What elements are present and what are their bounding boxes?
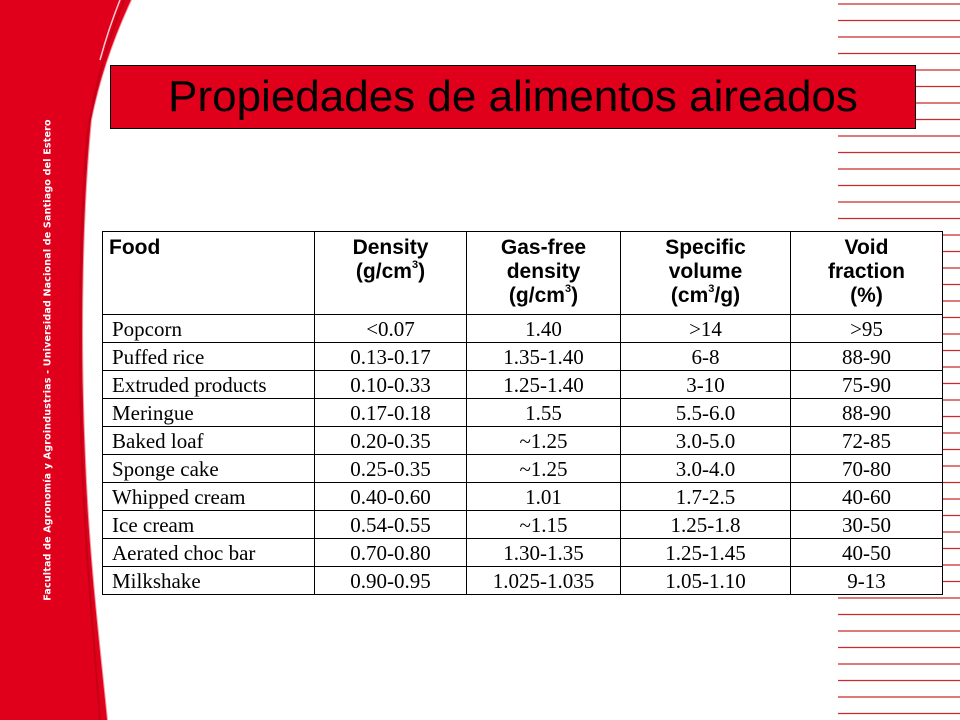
header-gfd-unit-pre: (g/cm [508,284,565,307]
table-row [103,343,943,371]
cell-specific-volume: 3.0-5.0 [621,427,791,455]
table-row [103,399,943,427]
cell-void-fraction: 88-90 [791,399,943,427]
cell-food: Milkshake [103,567,315,595]
cell-specific-volume: >14 [621,315,791,343]
header-vf-line1: Void [844,236,889,259]
header-gfd-line1: Gas-free [500,236,587,259]
cell-gas-free-density: 1.01 [467,483,621,511]
cell-specific-volume: 3.0-4.0 [621,455,791,483]
header-sv-unit-post: /g) [714,284,741,307]
header-gfd-unit-sup: 3 [564,283,572,295]
header-specific-volume [621,232,791,315]
cell-gas-free-density: ~1.15 [467,511,621,539]
cell-void-fraction: 70-80 [791,455,943,483]
cell-specific-volume: 1.25-1.45 [621,539,791,567]
table-row [103,315,943,343]
cell-density: 0.54-0.55 [315,511,467,539]
cell-food: Aerated choc bar [103,539,315,567]
cell-density: 0.25-0.35 [315,455,467,483]
table-row [103,567,943,595]
cell-void-fraction: 88-90 [791,343,943,371]
title-box [110,65,916,129]
cell-specific-volume: 1.05-1.10 [621,567,791,595]
header-food [103,232,315,315]
table-header-row [103,232,943,315]
header-density-unit-pre: (g/cm [355,260,412,283]
cell-density: 0.70-0.80 [315,539,467,567]
cell-specific-volume: 6-8 [621,343,791,371]
cell-food: Ice cream [103,511,315,539]
cell-gas-free-density: 1.025-1.035 [467,567,621,595]
header-density-unit-post: ) [418,260,426,283]
cell-density: 0.20-0.35 [315,427,467,455]
cell-void-fraction: 30-50 [791,511,943,539]
cell-density: 0.90-0.95 [315,567,467,595]
cell-void-fraction: 40-60 [791,483,943,511]
cell-density: 0.17-0.18 [315,399,467,427]
aerated-foods-table [102,231,943,595]
cell-food: Baked loaf [103,427,315,455]
header-gfd-unit [473,284,614,308]
header-sv-line2: volume [668,260,743,283]
cell-density: 0.13-0.17 [315,343,467,371]
cell-specific-volume: 1.25-1.8 [621,511,791,539]
cell-food: Whipped cream [103,483,315,511]
cell-density: <0.07 [315,315,467,343]
header-food-label: Food [109,236,161,259]
table-row [103,539,943,567]
cell-food: Meringue [103,399,315,427]
header-vf-line3: (%) [850,284,883,307]
cell-food: Popcorn [103,315,315,343]
slide-title: Propiedades de alimentos aireados [168,72,858,121]
cell-gas-free-density: ~1.25 [467,427,621,455]
cell-specific-volume: 5.5-6.0 [621,399,791,427]
cell-specific-volume: 1.7-2.5 [621,483,791,511]
header-sv-unit-sup: 3 [708,283,715,295]
header-density-unit [321,260,460,284]
cell-void-fraction: >95 [791,315,943,343]
table-row [103,455,943,483]
cell-void-fraction: 40-50 [791,539,943,567]
cell-void-fraction: 72-85 [791,427,943,455]
header-gas-free-density [467,232,621,315]
cell-density: 0.10-0.33 [315,371,467,399]
table-row [103,371,943,399]
table-row [103,427,943,455]
table-body [103,315,943,595]
table-row [103,483,943,511]
header-void-fraction [791,232,943,315]
header-density-unit-sup: 3 [411,259,419,271]
cell-void-fraction: 75-90 [791,371,943,399]
header-density-line1: Density [352,236,429,259]
cell-gas-free-density: 1.35-1.40 [467,343,621,371]
header-density [315,232,467,315]
header-sv-unit [627,284,784,308]
cell-gas-free-density: 1.25-1.40 [467,371,621,399]
cell-gas-free-density: 1.55 [467,399,621,427]
side-caption: Facultad de Agronomía y Agroindustrias - Universidad Nacional de Santiago del Estero [42,119,54,601]
cell-gas-free-density: ~1.25 [467,455,621,483]
header-vf-line2: fraction [827,260,905,283]
cell-specific-volume: 3-10 [621,371,791,399]
cell-food: Puffed rice [103,343,315,371]
header-sv-line1: Specific [665,236,746,259]
cell-void-fraction: 9-13 [791,567,943,595]
header-gfd-unit-post: ) [571,284,579,307]
cell-food: Extruded products [103,371,315,399]
cell-gas-free-density: 1.40 [467,315,621,343]
header-sv-unit-pre: (cm [670,284,709,307]
cell-gas-free-density: 1.30-1.35 [467,539,621,567]
cell-density: 0.40-0.60 [315,483,467,511]
cell-food: Sponge cake [103,455,315,483]
header-gfd-line2: density [506,260,581,283]
table-row [103,511,943,539]
